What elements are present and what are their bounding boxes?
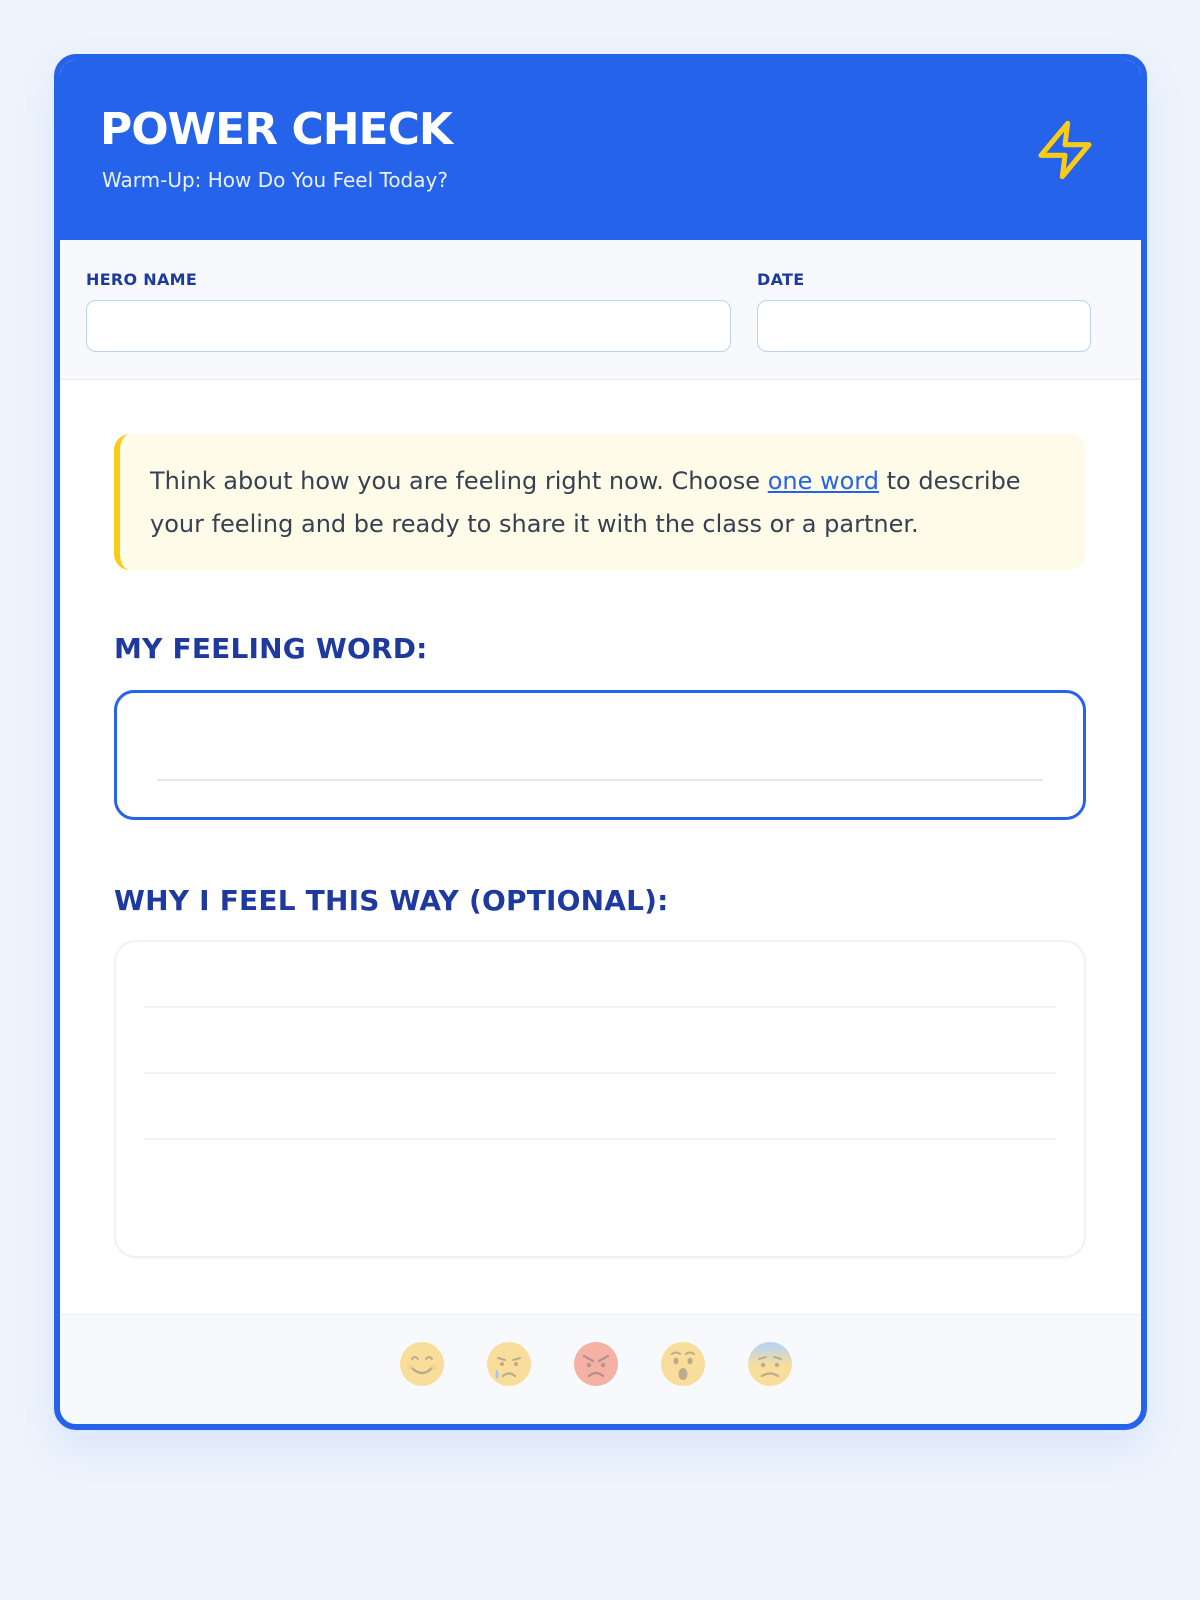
happy-face-icon	[398, 1340, 446, 1388]
feeling-word-heading: MY FEELING WORD:	[114, 632, 428, 665]
student-info-section	[60, 240, 1141, 380]
crying-face-icon	[485, 1340, 533, 1388]
worksheet-header	[60, 60, 1141, 240]
angry-face-icon	[572, 1340, 620, 1388]
surprised-face-icon	[659, 1340, 707, 1388]
writing-line	[144, 1138, 1056, 1140]
hero-name-label: HERO NAME	[86, 270, 198, 289]
date-label: DATE	[757, 270, 805, 289]
instructions-text-end: to describe your feeling and be ready to share it with the class or a partner.	[150, 467, 1021, 538]
anxious-face-icon	[746, 1340, 794, 1388]
hero-name-field[interactable]	[86, 300, 731, 352]
why-feel-heading: WHY I FEEL THIS WAY (OPTIONAL):	[114, 884, 669, 917]
instructions-text-start: Think about how you are feeling right now. Choose	[150, 467, 768, 495]
writing-line	[144, 1006, 1056, 1008]
writing-line	[144, 1072, 1056, 1074]
feeling-word-field[interactable]	[114, 690, 1086, 820]
one-word-link[interactable]: one word	[767, 467, 879, 495]
lightning-bolt-icon	[1033, 118, 1097, 182]
emoji-footer	[60, 1314, 1141, 1424]
writing-line	[157, 779, 1043, 781]
why-feel-field[interactable]	[114, 940, 1086, 1258]
worksheet-title: POWER CHECK	[100, 104, 452, 155]
instructions-note	[114, 434, 1086, 570]
date-field[interactable]	[757, 300, 1091, 352]
worksheet-subtitle: Warm-Up: How Do You Feel Today?	[102, 168, 448, 192]
worksheet-card	[54, 54, 1147, 1430]
